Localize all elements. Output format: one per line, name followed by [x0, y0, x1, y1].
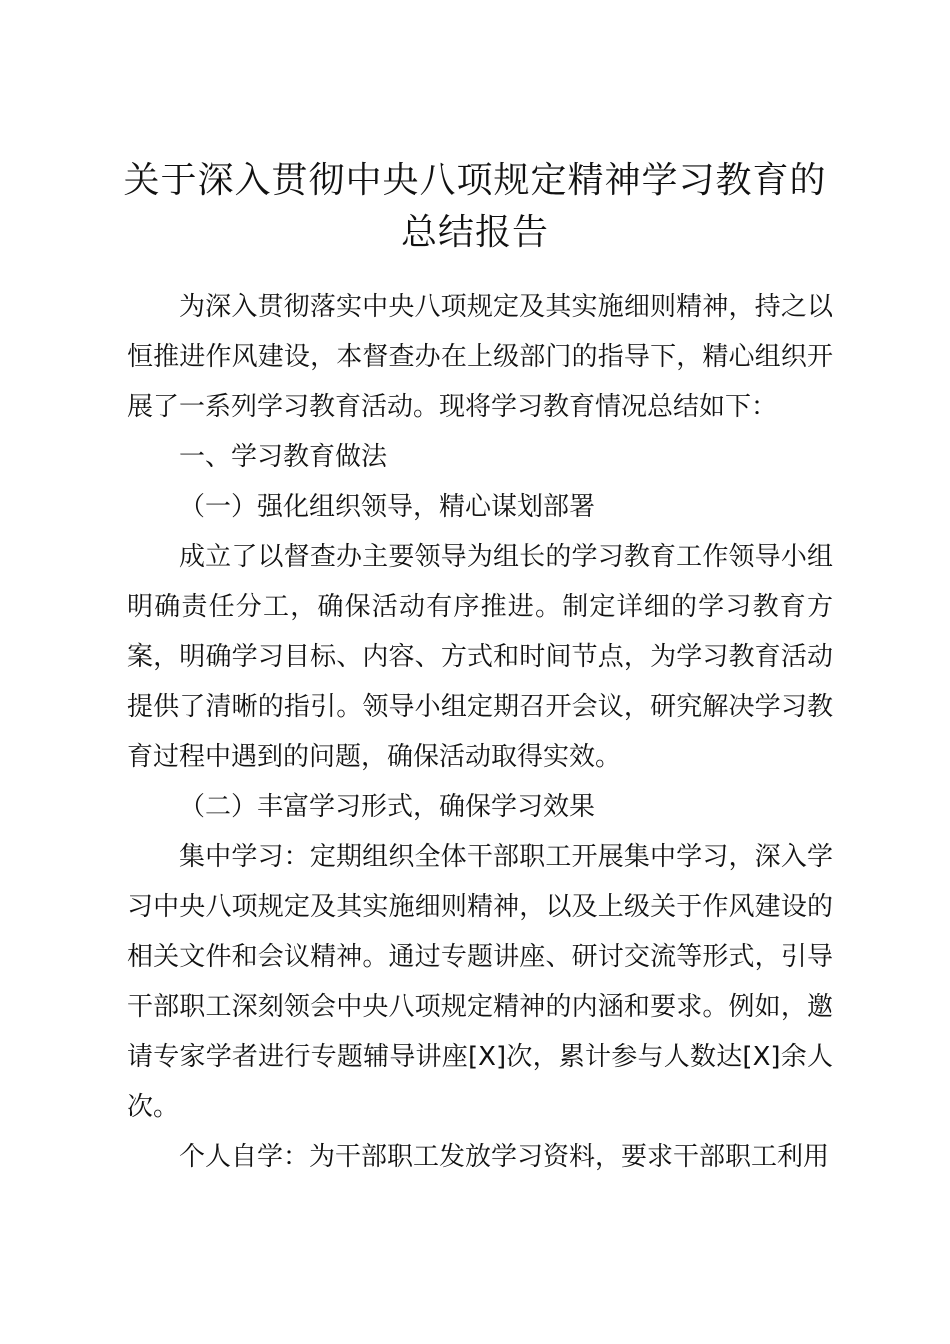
document-body: [127, 282, 833, 1182]
body-paragraph: 集中学习：定期组织全体干部职工开展集中学习，深入学习中央八项规定及其实施细则精神，以及上级关于作风建设的相关文件和会议精神。通过专题讲座、研讨交流等形式，引导干部职工深刻领会中央八项规定精神的内涵和要求。例如，邀请专家学者进行专题辅导讲座[X]次，累计参与人数达[X]余人次。: [127, 842, 833, 1122]
subsection-heading-2: （二）丰富学习形式，确保学习效果: [179, 792, 596, 822]
body-paragraph: 个人自学：为干部职工发放学习资料，要求干部职工利用: [179, 1142, 830, 1172]
subsection-heading-1: （一）强化组织领导，精心谋划部署: [179, 492, 596, 522]
intro-paragraph: 为深入贯彻落实中央八项规定及其实施细则精神，持之以恒推进作风建设，本督查办在上级部门的指导下，精心组织开展了一系列学习教育活动。现将学习教育情况总结如下：: [127, 292, 833, 422]
body-paragraph: 成立了以督查办主要领导为组长的学习教育工作领导小组明确责任分工，确保活动有序推进。制定详细的学习教育方案，明确学习目标、内容、方式和时间节点，为学习教育活动提供了清晰的指引。领导小组定期召开会议，研究解决学习教育过程中遇到的问题，确保活动取得实效。: [127, 542, 833, 772]
section-heading-1: 一、学习教育做法: [179, 442, 388, 472]
document-title: 关于深入贯彻中央八项规定精神学习教育的总结报告: [123, 160, 827, 253]
